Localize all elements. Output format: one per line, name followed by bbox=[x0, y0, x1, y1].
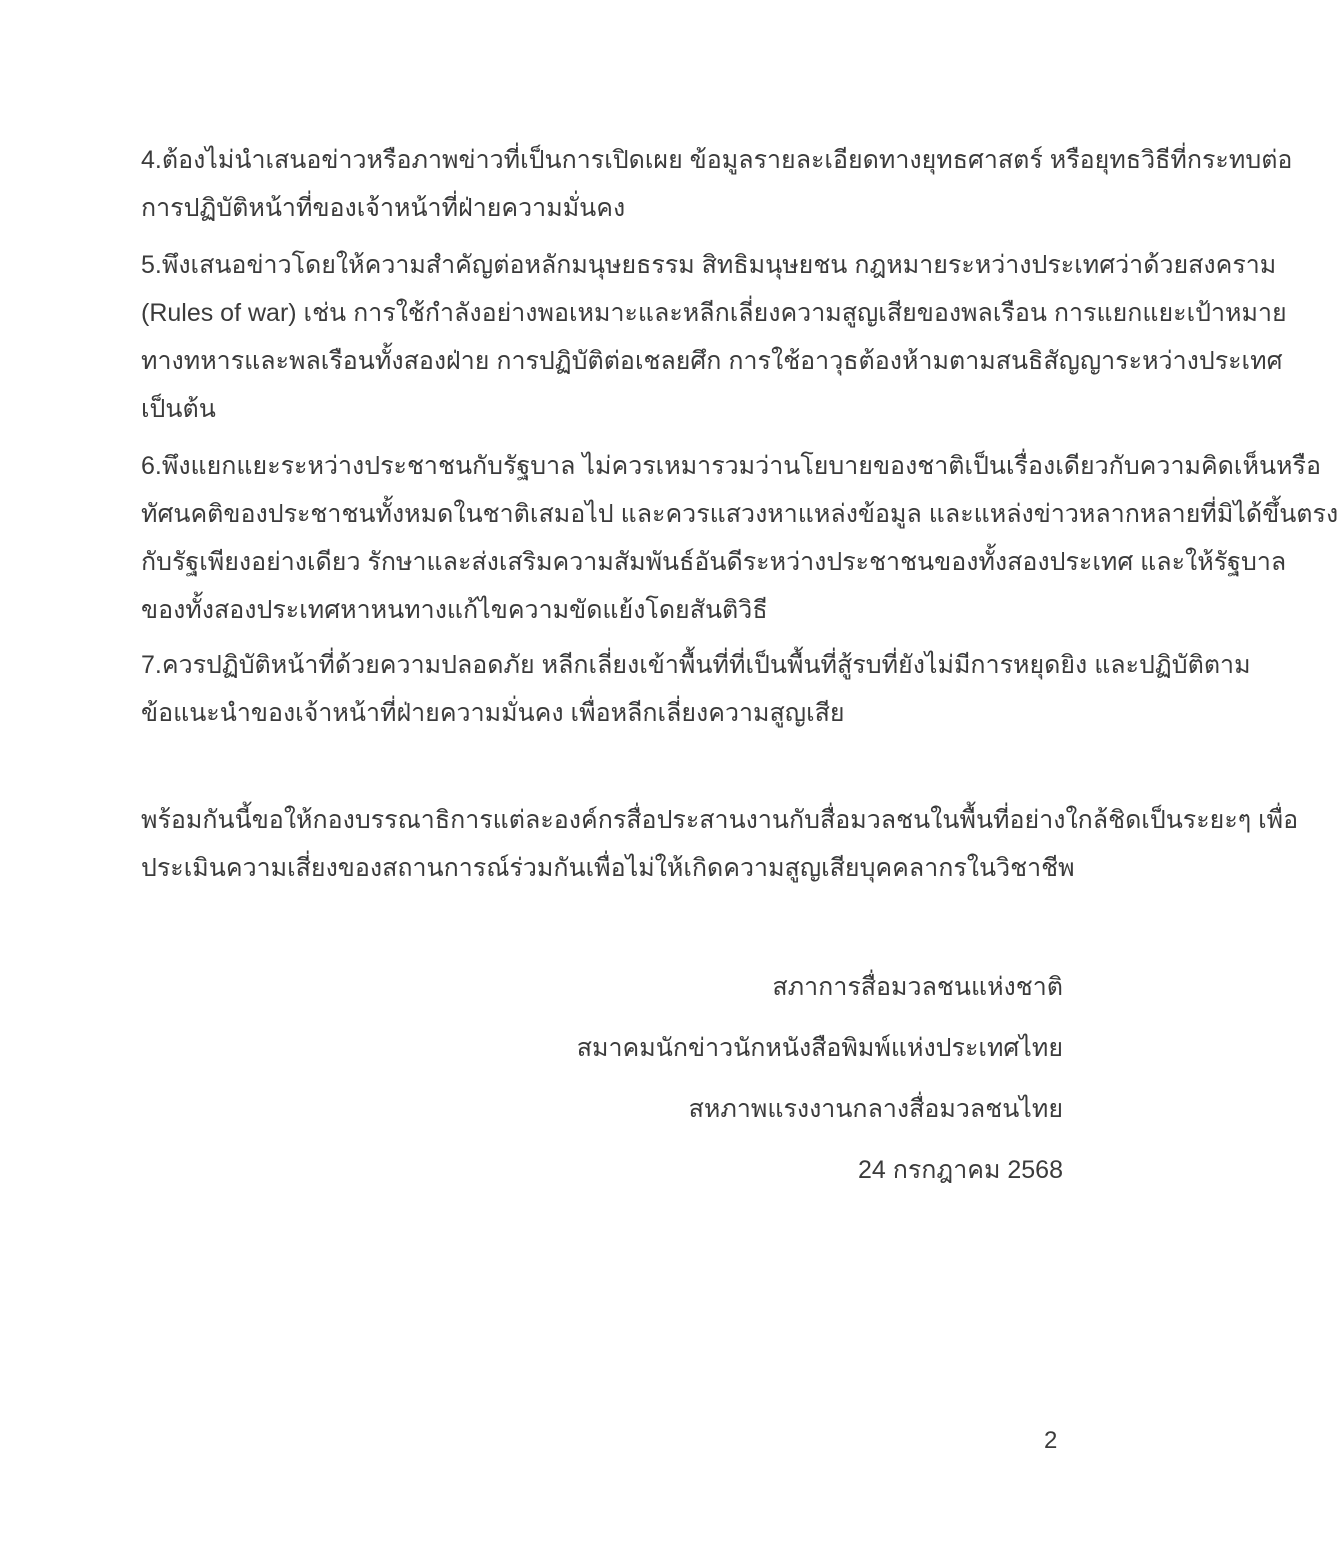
paragraph-6-line-3: กับรัฐเพียงอย่างเดียว รักษาและส่งเสริมความสัมพันธ์อันดีระหว่างประชาชนของทั้งสองประเทศ และให้รัฐบาล bbox=[141, 548, 1287, 576]
closing-paragraph-line-1: พร้อมกันนี้ขอให้กองบรรณาธิการแต่ละองค์กรสื่อประสานงานกับสื่อมวลชนในพื้นที่อย่างใกล้ชิดเป็นระยะๆ เพื่อ bbox=[141, 806, 1299, 834]
paragraph-5-line-4: เป็นต้น bbox=[141, 395, 216, 423]
paragraph-7-line-2: ข้อแนะนำของเจ้าหน้าที่ฝ่ายความมั่นคง เพื่อหลีกเลี่ยงความสูญเสีย bbox=[141, 699, 845, 727]
signatory-organization-3: สหภาพแรงงานกลางสื่อมวลชนไทย bbox=[688, 1095, 1063, 1123]
paragraph-7-line-1: 7.ควรปฏิบัติหน้าที่ด้วยความปลอดภัย หลีกเลี่ยงเข้าพื้นที่ที่เป็นพื้นที่สู้รบที่ยังไม่มีการหยุดยิง และปฏิบัติตาม bbox=[141, 651, 1251, 679]
paragraph-4-line-1: 4.ต้องไม่นำเสนอข่าวหรือภาพข่าวที่เป็นการเปิดเผย ข้อมูลรายละเอียดทางยุทธศาสตร์ หรือยุทธวิธีที่กระทบต่อ bbox=[141, 146, 1293, 174]
paragraph-4-line-2: การปฏิบัติหน้าที่ของเจ้าหน้าที่ฝ่ายความมั่นคง bbox=[141, 194, 626, 222]
document-body bbox=[141, 136, 1338, 1201]
paragraph-6-line-4: ของทั้งสองประเทศหาหนทางแก้ไขความขัดแย้งโดยสันติวิธี bbox=[141, 596, 768, 624]
closing-paragraph bbox=[141, 796, 1299, 892]
paragraph-6-line-2: ทัศนคติของประชาชนทั้งหมดในชาติเสมอไป และควรแสวงหาแหล่งข้อมูล และแหล่งข่าวหลากหลายที่มิได้ขึ้นตรง bbox=[141, 500, 1338, 528]
paragraph-5-line-2: (Rules of war) เช่น การใช้กำลังอย่างพอเหมาะและหลีกเลี่ยงความสูญเสียของพลเรือน การแยกแยะเป้าหมาย bbox=[141, 299, 1287, 327]
signature-block bbox=[141, 957, 1063, 1201]
paragraph-6 bbox=[141, 442, 1338, 634]
statement-date: 24 กรกฎาคม 2568 bbox=[857, 1156, 1063, 1184]
paragraph-7 bbox=[141, 641, 1251, 737]
page-number: 2 bbox=[1044, 1427, 1058, 1454]
closing-paragraph-line-2: ประเมินความเสี่ยงของสถานการณ์ร่วมกันเพื่อไม่ให้เกิดความสูญเสียบุคคลากรในวิชาชีพ bbox=[141, 854, 1075, 882]
signatory-organization-2: สมาคมนักข่าวนักหนังสือพิมพ์แห่งประเทศไทย bbox=[576, 1034, 1063, 1062]
paragraph-5-line-1: 5.พึงเสนอข่าวโดยให้ความสำคัญต่อหลักมนุษยธรรม สิทธิมนุษยชน กฎหมายระหว่างประเทศว่าด้วยสงคราม bbox=[141, 251, 1277, 279]
paragraph-5 bbox=[141, 241, 1287, 433]
paragraph-4 bbox=[141, 136, 1293, 232]
signatory-organization-1: สภาการสื่อมวลชนแห่งชาติ bbox=[772, 973, 1063, 1001]
paragraph-5-line-3: ทางทหารและพลเรือนทั้งสองฝ่าย การปฏิบัติต่อเชลยศึก การใช้อาวุธต้องห้ามตามสนธิสัญญาระหว่างประเทศ bbox=[141, 347, 1283, 375]
paragraph-6-line-1: 6.พึงแยกแยะระหว่างประชาชนกับรัฐบาล ไม่ควรเหมารวมว่านโยบายของชาติเป็นเรื่องเดียวกับความคิดเห็นหรือ bbox=[141, 452, 1321, 480]
